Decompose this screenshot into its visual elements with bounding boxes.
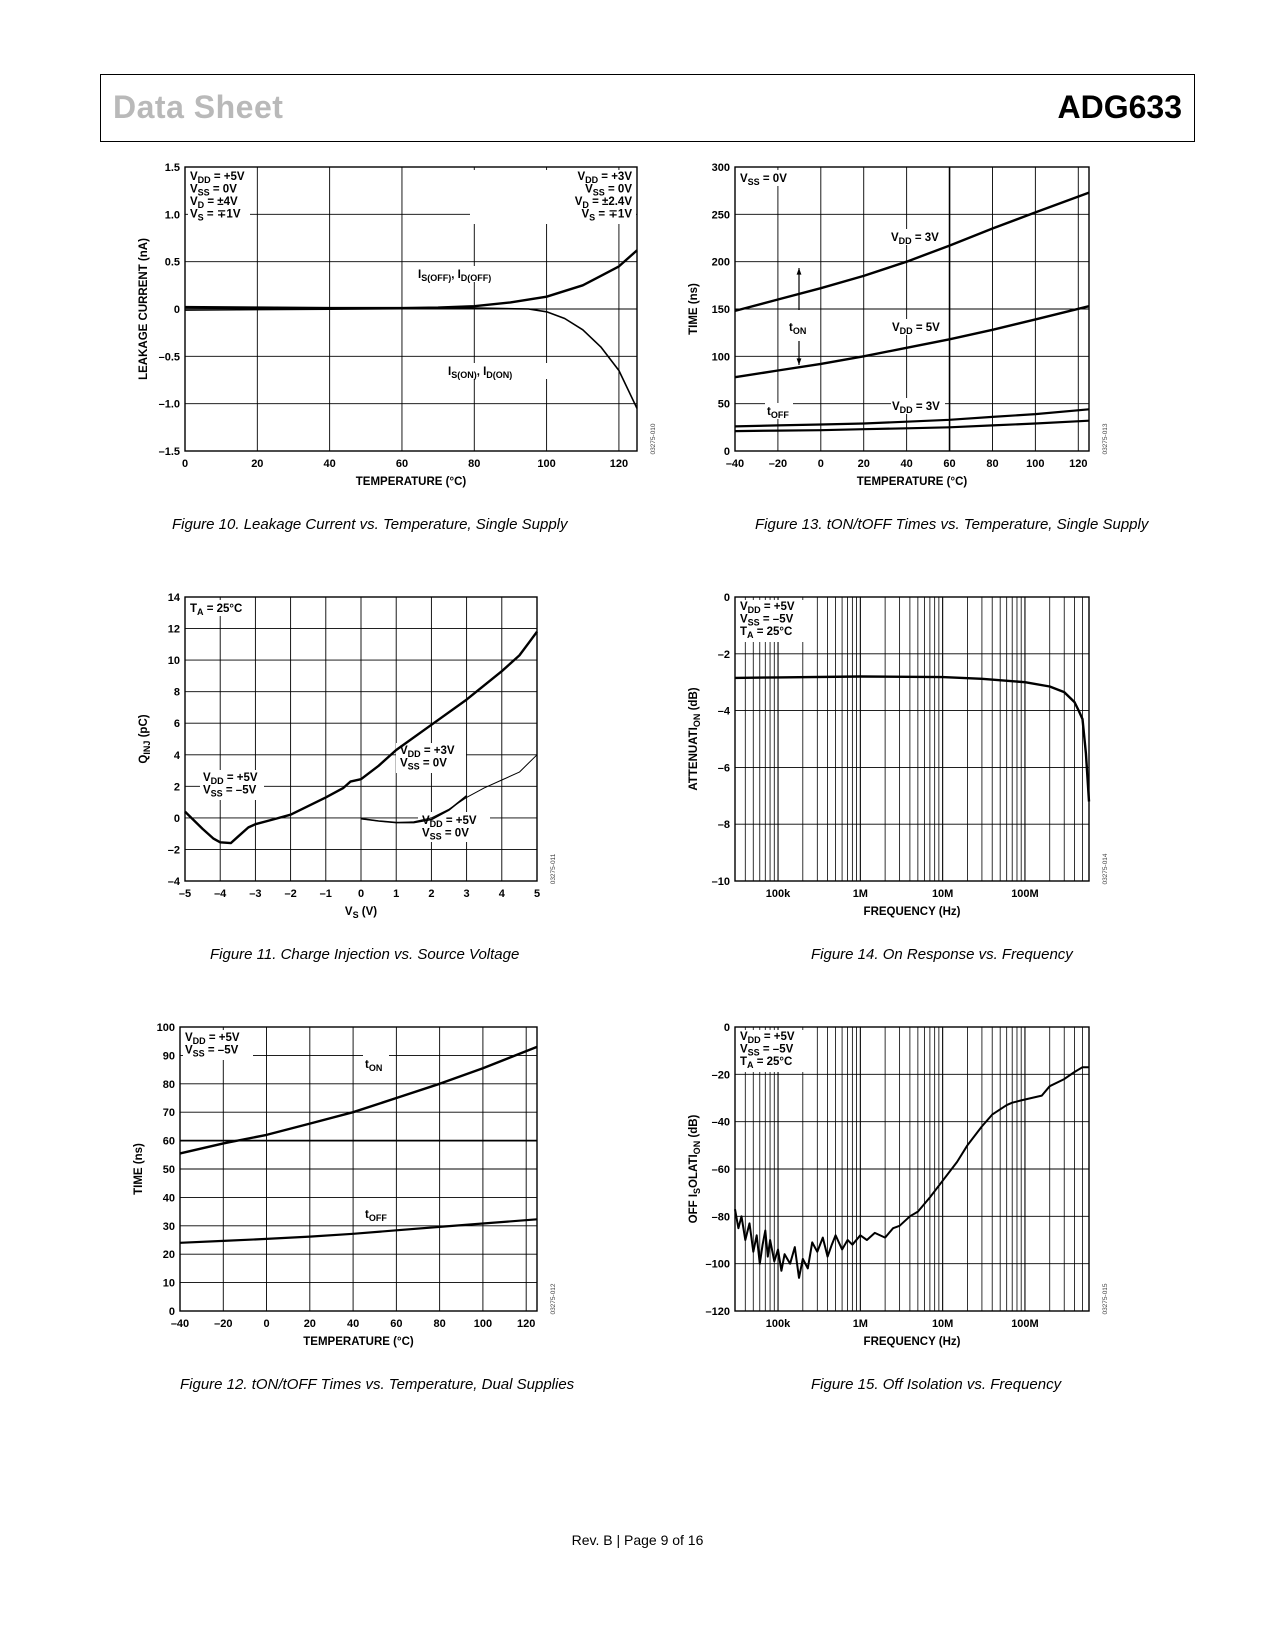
fig10-xtick-label: 20 [251, 458, 264, 470]
fig12-ylabel: TIME (ns) [133, 1143, 145, 1195]
fig12-ytick-label: 80 [162, 1078, 175, 1091]
fig12-xtick-label: 120 [517, 1318, 536, 1330]
fig12-ytick-label: 70 [162, 1107, 175, 1120]
chart-fig11 [100, 580, 700, 970]
fig15-xtick-label: 100M [1011, 1318, 1039, 1330]
fig15-annotation: VSS = –5V [740, 1043, 794, 1058]
fig10-annotation: IS(OFF), ID(OFF) [418, 269, 492, 283]
fig15-xtick-label: 100k [765, 1318, 791, 1330]
fig11-annotation: VDD = +5V [422, 815, 477, 829]
fig10-ytick-label: –0.5 [158, 351, 180, 364]
fig12-xtick-label: 0 [263, 1318, 270, 1330]
fig11-xtick-label: 1 [393, 888, 400, 900]
fig11-ytick-label: 0 [173, 812, 180, 825]
fig12-xtick-label: 100 [473, 1318, 493, 1330]
fig12-ytick-label: 50 [162, 1164, 175, 1176]
fig13-annotation: VDD = 3V [891, 232, 939, 246]
fig13-xtick-label: 100 [1026, 458, 1045, 470]
fig15-figure-code: 03275-015 [1102, 1283, 1109, 1315]
figure-11 [100, 580, 700, 970]
fig15-xtick-label: 10M [931, 1318, 954, 1330]
fig13-ytick-label: 250 [711, 209, 730, 222]
fig10-ytick-label: –1.5 [158, 446, 180, 458]
fig13-xtick-label: 20 [857, 458, 870, 470]
fig11-annotation: VSS = 0V [400, 757, 447, 772]
fig12-xtick-label: 60 [390, 1318, 403, 1330]
fig14-xtick-label: 10M [931, 888, 954, 900]
chart-fig14 [665, 580, 1265, 970]
fig10-series-line [185, 250, 637, 308]
chart-fig10 [100, 150, 700, 540]
fig11-xtick-label: –2 [284, 888, 297, 900]
fig11-ytick-label: 14 [167, 592, 180, 604]
fig14-ytick-label: –2 [717, 648, 730, 661]
fig15-ytick-label: –60 [711, 1164, 730, 1176]
fig12-ytick-label: 100 [156, 1022, 175, 1034]
fig11-annotation: VSS = –5V [203, 784, 257, 799]
caption-fig10: Figure 10. Leakage Current vs. Temperature, Single Supply [172, 516, 568, 533]
fig11-xtick-label: –4 [214, 888, 227, 900]
fig12-annotation: VDD = +5V [185, 1032, 240, 1046]
fig13-annotation: tOFF [767, 406, 789, 420]
fig11-annotation: VSS = 0V [422, 827, 469, 842]
fig11-xtick-label: –5 [178, 888, 192, 900]
fig10-annotation: VS = ∓1V [190, 208, 241, 223]
fig15-ylabel: OFF ISOLATION (dB) [688, 1114, 702, 1224]
fig12-figure-code: 03275-012 [550, 1283, 557, 1315]
fig12-ytick-label: 0 [168, 1306, 175, 1318]
fig10-annotation: VS = ∓1V [581, 208, 632, 223]
figure-15 [665, 1010, 1265, 1400]
fig13-ytick-label: 0 [723, 446, 730, 458]
fig12-ytick-label: 10 [162, 1277, 175, 1290]
fig13-annotation: VDD = 5V [892, 322, 940, 336]
doc-type-label: Data Sheet [113, 89, 284, 125]
fig13-ytick-label: 200 [711, 256, 730, 269]
fig11-xtick-label: 4 [498, 888, 505, 900]
fig14-ytick-label: –8 [717, 819, 730, 832]
fig11-xtick-label: 0 [357, 888, 365, 900]
fig11-annotation: VDD = +3V [400, 745, 455, 759]
caption-fig12: Figure 12. tON/tOFF Times vs. Temperature, Dual Supplies [180, 1376, 575, 1393]
fig11-annotation: VDD = +5V [203, 772, 258, 786]
fig10-xtick-label: 100 [537, 458, 556, 470]
fig14-series-line [735, 677, 1089, 802]
caption-fig13: Figure 13. tON/tOFF Times vs. Temperature, Single Supply [755, 516, 1149, 533]
fig10-annotation: VSS = 0V [190, 183, 237, 198]
fig13-annotation: VSS = 0V [740, 173, 787, 187]
fig15-xtick-label: 1M [852, 1318, 868, 1330]
fig14-ytick-label: –10 [711, 876, 730, 888]
fig10-annotation: IS(ON), ID(ON) [448, 366, 513, 380]
fig11-annotation: TA = 25°C [190, 603, 243, 617]
fig10-ylabel: LEAKAGE CURRENT (nA) [138, 238, 150, 380]
fig12-annotation: VSS = –5V [185, 1044, 239, 1059]
fig12-xtick-label: 40 [346, 1318, 360, 1330]
fig11-xtick-label: 3 [463, 888, 470, 900]
fig14-ylabel: ATTENUATION (dB) [688, 687, 702, 791]
fig12-ytick-label: 60 [162, 1135, 175, 1148]
fig11-ytick-label: 2 [173, 781, 180, 794]
fig12-ytick-label: 40 [162, 1192, 175, 1205]
fig15-xlabel: FREQUENCY (Hz) [863, 1336, 961, 1348]
figure-10 [100, 150, 700, 540]
fig14-ytick-label: –4 [717, 705, 730, 718]
fig10-ytick-label: 0.5 [164, 256, 180, 269]
fig11-xlabel: VS (V) [344, 906, 378, 920]
fig13-annotation: tON [789, 322, 807, 336]
fig11-ytick-label: 10 [167, 655, 180, 668]
fig11-ytick-label: –4 [167, 876, 180, 888]
chart-fig13 [665, 150, 1265, 540]
fig12-annotation: tON [365, 1059, 383, 1073]
fig12-xlabel: TEMPERATURE (°C) [303, 1336, 414, 1348]
fig10-ytick-label: 1.5 [164, 162, 180, 174]
fig12-xtick-label: –40 [170, 1318, 190, 1330]
fig13-xtick-label: 80 [986, 458, 999, 470]
fig13-xtick-label: 0 [817, 458, 824, 470]
fig13-xtick-label: 60 [943, 458, 956, 470]
fig15-ytick-label: –80 [711, 1211, 730, 1224]
fig14-xtick-label: 1M [852, 888, 868, 900]
fig12-ytick-label: 30 [162, 1220, 175, 1233]
fig10-series-line [185, 308, 637, 408]
fig15-ytick-label: –120 [705, 1306, 730, 1318]
fig11-ytick-label: 4 [173, 749, 180, 762]
fig13-series-line [735, 193, 1089, 311]
chart-fig12 [100, 1010, 700, 1400]
fig15-series-line [735, 1067, 1089, 1278]
fig12-series-line [180, 1044, 537, 1154]
fig10-annotation: VD = ±4V [190, 196, 238, 210]
fig14-annotation: VSS = –5V [740, 613, 794, 628]
fig14-annotation: TA = 25°C [740, 626, 793, 640]
fig13-xlabel: TEMPERATURE (°C) [856, 476, 968, 488]
figure-13 [665, 150, 1265, 540]
part-number: ADG633 [1057, 89, 1182, 125]
caption-fig14: Figure 14. On Response vs. Frequency [811, 946, 1073, 963]
fig14-xlabel: FREQUENCY (Hz) [863, 906, 961, 918]
fig12-xtick-label: 20 [303, 1318, 316, 1330]
fig12-grid [180, 1027, 537, 1311]
fig14-annotation: VDD = +5V [740, 601, 795, 615]
fig13-annotation: VDD = 3V [892, 401, 940, 415]
fig12-annotation: tOFF [365, 1209, 387, 1223]
fig11-ytick-label: 12 [167, 623, 180, 636]
fig10-xtick-label: 120 [609, 458, 629, 470]
page-footer: Rev. B | Page 9 of 16 [571, 1532, 704, 1548]
fig11-ytick-label: 8 [173, 686, 180, 699]
fig14-figure-code: 03275-014 [1102, 853, 1109, 885]
fig11-ytick-label: –2 [167, 844, 180, 857]
fig13-arrow-head [797, 358, 802, 365]
chart-fig15 [665, 1010, 1265, 1400]
fig10-figure-code: 03275-010 [650, 423, 657, 455]
fig13-xtick-label: –40 [725, 458, 745, 470]
fig11-figure-code: 03275-011 [550, 853, 557, 885]
fig10-xlabel: TEMPERATURE (°C) [355, 476, 467, 488]
fig13-figure-code: 03275-013 [1102, 423, 1109, 455]
fig11-xtick-label: –1 [319, 888, 332, 900]
fig15-ytick-label: –40 [711, 1116, 730, 1129]
fig10-annotation: VDD = +3V [577, 171, 632, 185]
fig12-ytick-label: 90 [162, 1050, 175, 1063]
fig12-xtick-label: –20 [214, 1318, 233, 1330]
fig14-ytick-label: 0 [723, 592, 730, 604]
fig11-ytick-label: 6 [173, 718, 180, 731]
figure-12 [100, 1010, 700, 1400]
fig12-ytick-label: 20 [162, 1249, 175, 1262]
fig12-series-line [180, 1219, 537, 1243]
fig15-annotation: TA = 25°C [740, 1056, 793, 1070]
fig13-ytick-label: 150 [711, 304, 730, 316]
fig11-xtick-label: 2 [428, 888, 435, 900]
fig11-xtick-label: –3 [249, 888, 262, 900]
page-header [100, 74, 1195, 142]
fig13-arrow-head [797, 268, 802, 275]
fig15-ytick-label: –100 [705, 1258, 730, 1271]
fig10-annotation: VSS = 0V [585, 183, 632, 198]
fig14-ytick-label: –6 [717, 762, 730, 775]
fig13-ytick-label: 50 [717, 398, 730, 411]
fig10-xtick-label: 60 [395, 458, 409, 470]
figure-14 [665, 580, 1265, 970]
fig14-xtick-label: 100M [1011, 888, 1039, 900]
fig10-ytick-label: –1.0 [158, 398, 180, 411]
fig11-ylabel: QINJ (pC) [138, 714, 152, 764]
fig10-ytick-label: 0 [173, 304, 180, 316]
caption-fig15: Figure 15. Off Isolation vs. Frequency [811, 1376, 1062, 1393]
fig12-xtick-label: 80 [433, 1318, 446, 1330]
fig11-xtick-label: 5 [533, 888, 541, 900]
fig10-annotation: VDD = +5V [190, 171, 245, 185]
fig13-ylabel: TIME (ns) [688, 283, 700, 335]
fig10-xtick-label: 0 [181, 458, 189, 470]
fig15-ytick-label: 0 [723, 1022, 730, 1034]
fig15-annotation: VDD = +5V [740, 1031, 795, 1045]
fig13-xtick-label: 120 [1069, 458, 1088, 470]
fig10-annotation: VD = ±2.4V [574, 196, 632, 210]
fig10-xtick-label: 40 [323, 458, 336, 470]
fig13-xtick-label: 40 [900, 458, 913, 470]
fig13-xtick-label: –20 [768, 458, 788, 470]
fig14-xtick-label: 100k [765, 888, 791, 900]
caption-fig11: Figure 11. Charge Injection vs. Source Voltage [210, 946, 520, 963]
fig10-xtick-label: 80 [468, 458, 481, 470]
fig13-ytick-label: 300 [711, 162, 730, 174]
fig13-ytick-label: 100 [711, 351, 730, 364]
fig10-ytick-label: 1.0 [164, 209, 180, 222]
fig15-ytick-label: –20 [711, 1069, 730, 1082]
